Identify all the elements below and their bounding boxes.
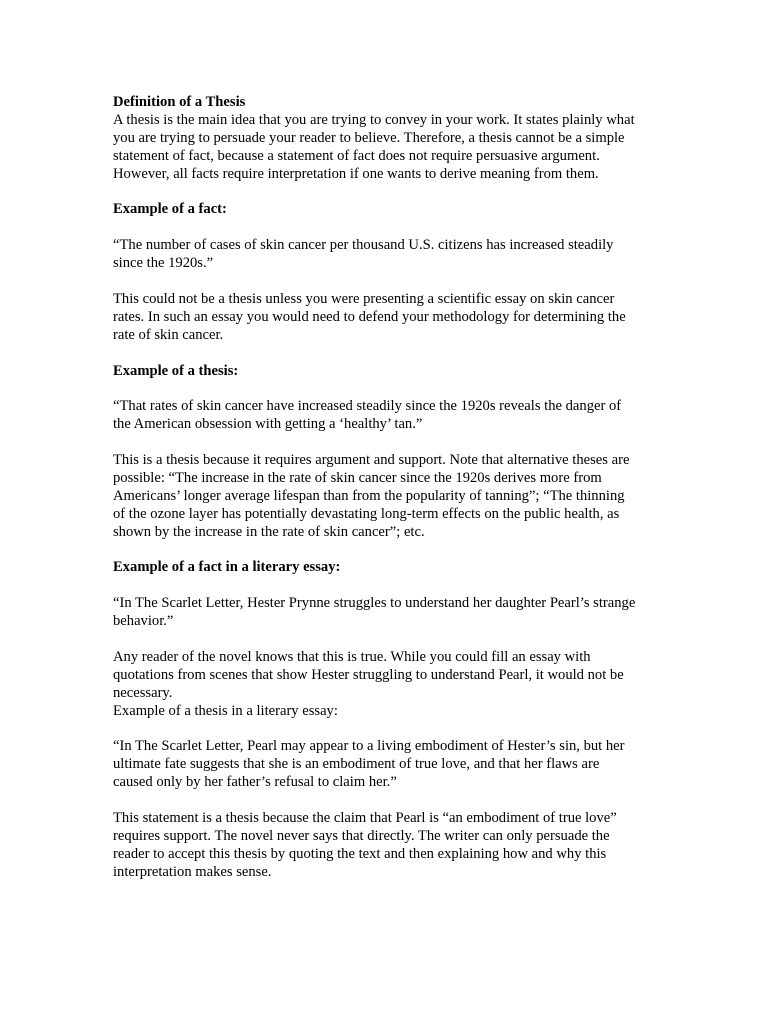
text-line: ultimate fate suggests that she is an embodiment of true love, and that her flaws are xyxy=(113,756,600,773)
text-line: “The number of cases of skin cancer per thousand U.S. citizens has increased steadily xyxy=(113,237,614,254)
text-line: A thesis is the main idea that you are trying to convey in your work. It states plainly what xyxy=(113,111,635,128)
text-line: the American obsession with getting a ‘healthy’ tan.” xyxy=(113,416,423,433)
paragraph-gap xyxy=(113,219,658,237)
paragraph-gap xyxy=(113,721,658,739)
text-line: necessary. xyxy=(113,684,173,701)
text-line: statement of fact, because a statement of fact does not require persuasive argument. xyxy=(113,147,600,164)
paragraph-gap xyxy=(113,792,658,810)
paragraph-gap xyxy=(113,184,658,202)
paragraph-gap xyxy=(113,631,658,649)
text-line: “That rates of skin cancer have increased steadily since the 1920s reveals the danger of xyxy=(113,398,622,415)
text-line: caused only by her father’s refusal to claim her.” xyxy=(113,774,397,791)
text-line: “In The Scarlet Letter, Pearl may appear to a living embodiment of Hester’s sin, but her xyxy=(113,738,625,755)
text-line: shown by the increase in the rate of skin cancer”; etc. xyxy=(113,523,425,540)
text-line: since the 1920s.” xyxy=(113,255,214,272)
literary-fact-quote xyxy=(113,595,658,631)
text-line: interpretation makes sense. xyxy=(113,863,272,880)
literary-thesis-quote xyxy=(113,738,658,792)
text-line: behavior.” xyxy=(113,613,174,630)
text-line: rates. In such an essay you would need to defend your methodology for determining the xyxy=(113,308,626,325)
text-line: Any reader of the novel knows that this is true. While you could fill an essay with xyxy=(113,648,591,665)
literary-fact-explanation xyxy=(113,649,658,703)
paragraph-gap xyxy=(113,273,658,291)
thesis-quote xyxy=(113,398,658,434)
text-line: you are trying to persuade your reader to believe. Therefore, a thesis cannot be a simple xyxy=(113,129,625,146)
text-line: “In The Scarlet Letter, Hester Prynne struggles to understand her daughter Pearl’s strange xyxy=(113,595,636,612)
thesis-heading: Example of a thesis: xyxy=(113,362,239,379)
document-title: Definition of a Thesis xyxy=(113,94,246,110)
text-line: rate of skin cancer. xyxy=(113,326,224,343)
thesis-explanation xyxy=(113,452,658,542)
text-line: This is a thesis because it requires argument and support. Note that alternative theses are xyxy=(113,452,630,469)
text-line: However, all facts require interpretation if one wants to derive meaning from them. xyxy=(113,165,599,182)
document-body xyxy=(113,94,658,882)
text-line: This statement is a thesis because the claim that Pearl is “an embodiment of true love” xyxy=(113,810,617,827)
paragraph-gap xyxy=(113,577,658,595)
text-line: This could not be a thesis unless you were presenting a scientific essay on skin cancer xyxy=(113,290,615,307)
paragraph-gap xyxy=(113,434,658,452)
literary-fact-heading: Example of a fact in a literary essay: xyxy=(113,559,341,576)
text-line: of the ozone layer has potentially devastating long-term effects on the public health, as xyxy=(113,505,620,522)
text-line: quotations from scenes that show Hester struggling to understand Pearl, it would not be xyxy=(113,666,624,683)
fact-explanation xyxy=(113,291,658,345)
intro-paragraph xyxy=(113,112,658,184)
paragraph-gap xyxy=(113,380,658,398)
fact-quote xyxy=(113,237,658,273)
text-line: requires support. The novel never says that directly. The writer can only persuade the xyxy=(113,827,610,844)
text-line: Americans’ longer average lifespan than from the popularity of tanning”; “The thinning xyxy=(113,487,625,504)
literary-thesis-heading: Example of a thesis in a literary essay: xyxy=(113,702,338,719)
fact-heading: Example of a fact: xyxy=(113,201,227,218)
paragraph-gap xyxy=(113,345,658,363)
text-line: reader to accept this thesis by quoting the text and then explaining how and why this xyxy=(113,845,607,862)
paragraph-gap xyxy=(113,542,658,560)
literary-thesis-explanation xyxy=(113,810,658,882)
text-line: possible: “The increase in the rate of skin cancer since the 1920s derives more from xyxy=(113,469,602,486)
